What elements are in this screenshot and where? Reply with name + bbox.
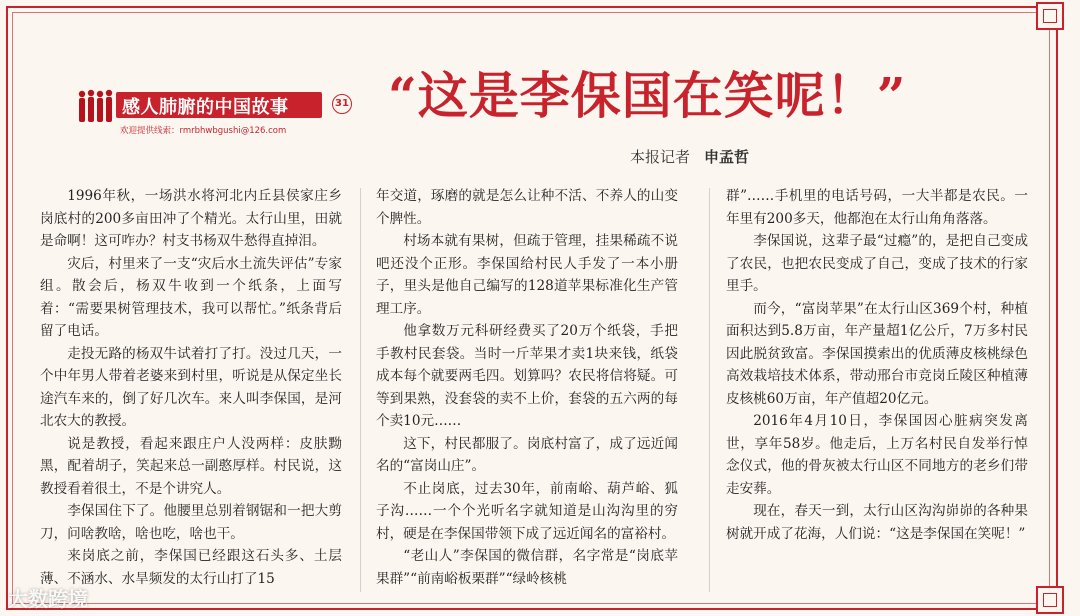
article-paragraph: 2016年4月10日，李保国因心脏病突发离世，享年58岁。他走后，上万名村民自发举行悼念仪式，他的骨灰被太行山区不同地方的老乡们带走安葬。 xyxy=(726,413,1028,497)
column-logo xyxy=(76,84,349,142)
article-paragraph: 群”……手机里的电话号码，一大半都是农民。一年里有200多天，他都泡在太行山角角落落。 xyxy=(726,188,1028,227)
article-column-2 xyxy=(376,185,678,595)
column-divider xyxy=(709,188,710,592)
article-paragraph: 说是教授，看起来跟庄户人没两样：皮肤黝黑，配着胡子，笑起来总一副憨厚样。村民说，这教授看着很土，不是个讲究人。 xyxy=(40,435,342,497)
column-contact-email: 欢迎提供线索：rmrbhwbgushi@126.com xyxy=(120,126,287,136)
article-paragraph: “老山人”李保国的微信群，名字常是“岗底苹果群”“前南峪板栗群”“绿岭核桃 xyxy=(376,548,678,587)
article-paragraph: 走投无路的杨双牛试着打了打。没过几天，一个中年男人带着老婆来到村里，听说是从保定坐长途汽车来的，倒了好几次车。来人叫李保国，是河北农大的教授。 xyxy=(40,345,342,429)
byline-author: 申孟哲 xyxy=(704,148,750,166)
article-headline: “这是李保国在笑呢！” xyxy=(388,66,907,125)
article-paragraph: 1996年秋，一场洪水将河北内丘县侯家庄乡岗底村的200多亩田冲了个精光。太行山里，田就是命啊！这可咋办？村支书杨双牛愁得直掉泪。 xyxy=(40,188,342,249)
people-silhouettes-icon xyxy=(76,88,120,124)
article-paragraph: 而今，“富岗苹果”在太行山区369个村，种植面积达到5.8万亩，年产量超1亿公斤，7万多村民因此脱贫致富。李保国摸索出的优质薄皮核桃绿色高效栽培技术体系，带动邢台市竞岗丘陵区种植薄皮核桃60万亩，年产值超20亿元。 xyxy=(726,300,1028,407)
corner-ornament-bottom xyxy=(1036,586,1064,614)
article-paragraph: 这下，村民都服了。岗底村富了，成了远近闻名的“富岗山庄”。 xyxy=(376,435,678,474)
byline xyxy=(630,146,749,167)
article-paragraph: 年交道，琢磨的就是怎么让种不活、不养人的山变个脾性。 xyxy=(376,188,678,227)
article-paragraph: 他拿数万元科研经费买了20万个纸袋，手把手教村民套袋。当时一斤苹果才卖1块来钱，纸袋成本每个就要两毛四。划算吗？农民将信将疑。可等到果熟，没套袋的卖不上价，套袋的五六两的每个卖10元…… xyxy=(376,323,678,429)
article-paragraph: 李保国住下了。他腰里总别着钢锯和一把大剪刀，问啥教啥，啥也吃，啥也干。 xyxy=(40,503,342,542)
article-column-3 xyxy=(726,185,1028,595)
watermark: 大数跨境 xyxy=(8,587,88,611)
article-paragraph: 现在，春天一到，太行山区沟沟峁峁的各种果树就开成了花海，人们说：“这是李保国在笑呢！” xyxy=(726,503,1028,542)
column-title: 感人肺腑的中国故事 xyxy=(122,97,289,118)
article-paragraph: 灾后，村里来了一支“灾后水土流失评估”专家组。散会后，杨双牛收到一个纸条，上面写着：“需要果树管理技术，我可以帮忙。”纸条背后留了电话。 xyxy=(40,255,342,339)
byline-role: 本报记者 xyxy=(630,148,691,166)
article-paragraph: 村场本就有果树，但疏于管理，挂果稀疏不说吧还没个正形。李保国给村民人手发了一本小册子，里头是他自己编写的128道苹果标准化生产管理工序。 xyxy=(376,233,678,317)
corner-ornament-top xyxy=(1036,2,1064,30)
article-paragraph: 李保国说，这辈子最“过瘾”的，是把自己变成了农民，也把农民变成了自己，变成了技术的行家里手。 xyxy=(726,233,1028,294)
article-paragraph: 来岗底之前，李保国已经跟这石头多、土层薄、不涵水、水旱频发的太行山打了15 xyxy=(40,548,342,587)
article-paragraph: 不止岗底，过去30年，前南峪、葫芦峪、狐子沟……一个个光听名字就知道是山沟沟里的穷村，硬是在李保国带领下成了远近闻名的富裕村。 xyxy=(376,480,678,542)
column-divider xyxy=(360,188,361,592)
article-column-1 xyxy=(40,185,342,595)
column-issue-number: 31 xyxy=(332,94,352,114)
